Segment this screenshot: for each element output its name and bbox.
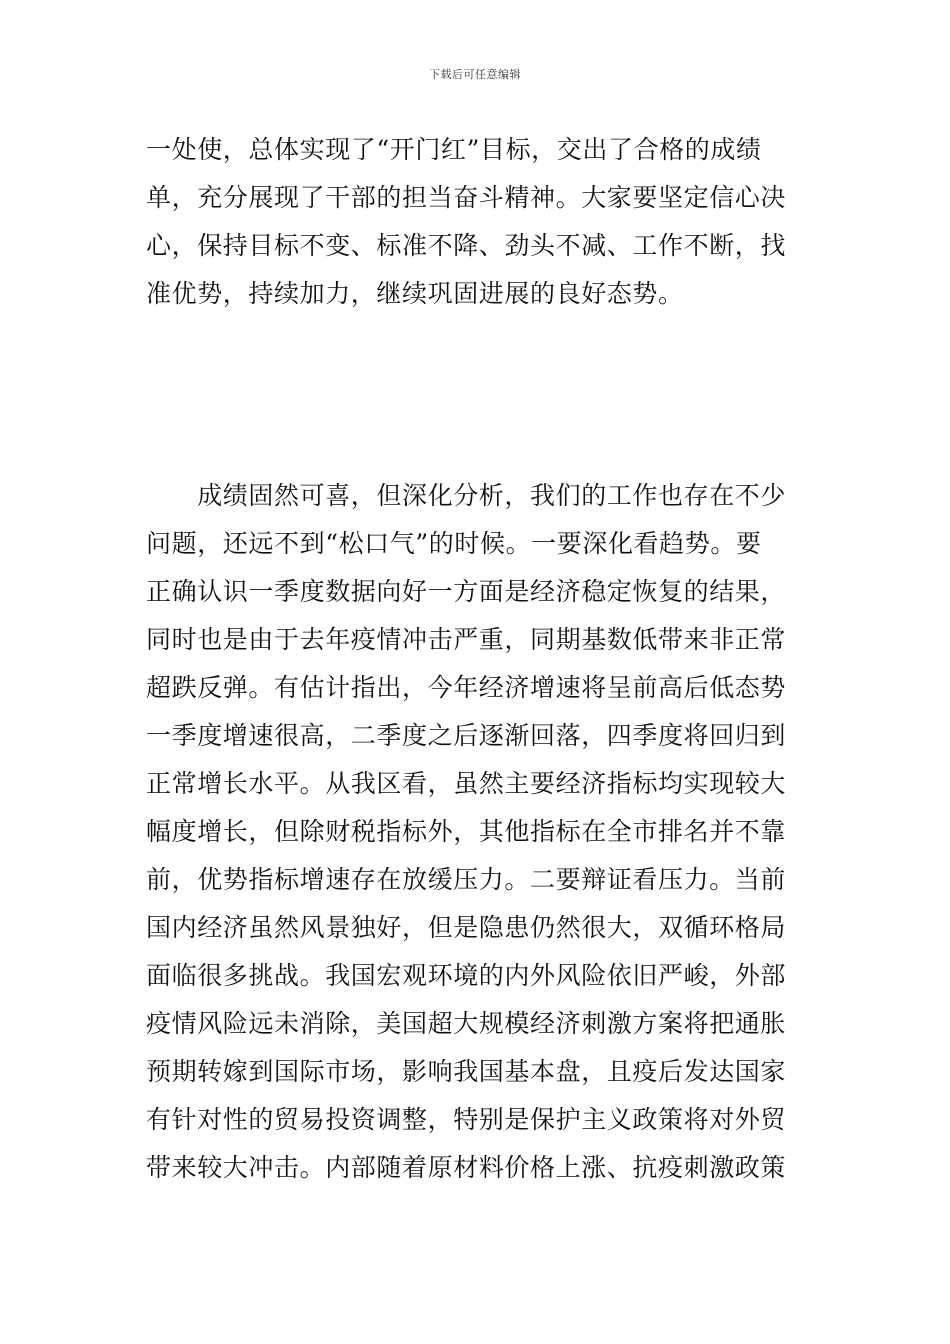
text-line: 国内经济虽然风景独好，但是隐患仍然很大，双循环格局 bbox=[146, 913, 787, 942]
text-line: 一处使，总体实现了“开门红”目标，交出了合格的成绩 bbox=[146, 135, 762, 164]
paragraph-2 bbox=[146, 472, 811, 1192]
text-line: 幅度增长，但除财税指标外，其他指标在全市排名并不靠 bbox=[146, 817, 787, 846]
text-line: 前，优势指标增速存在放缓压力。二要辩证看压力。当前 bbox=[146, 865, 787, 894]
text-line: 正常增长水平。从我区看，虽然主要经济指标均实现较大 bbox=[146, 769, 787, 798]
header-note: 下载后可任意编辑 bbox=[429, 68, 521, 81]
text-line: 问题，还远不到“松口气”的时候。一要深化看趋势。要 bbox=[146, 529, 762, 558]
text-line: 成绩固然可喜，但深化分析，我们的工作也存在不少 bbox=[146, 481, 787, 510]
text-line: 预期转嫁到国际市场，影响我国基本盘，且疫后发达国家 bbox=[146, 1057, 787, 1086]
text-line: 超跌反弹。有估计指出，今年经济增速将呈前高后低态势 bbox=[146, 673, 787, 702]
text-line: 有针对性的贸易投资调整，特别是保护主义政策将对外贸 bbox=[146, 1105, 787, 1134]
text-line: 带来较大冲击。内部随着原材料价格上涨、抗疫刺激政策 bbox=[146, 1153, 787, 1182]
text-line: 疫情风险远未消除，美国超大规模经济刺激方案将把通胀 bbox=[146, 1009, 787, 1038]
text-line: 准优势，持续加力，继续巩固进展的良好态势。 bbox=[146, 279, 684, 308]
text-line: 一季度增速很高，二季度之后逐渐回落，四季度将回归到 bbox=[146, 721, 787, 750]
text-line: 单，充分展现了干部的担当奋斗精神。大家要坚定信心决 bbox=[146, 183, 787, 212]
text-line: 心，保持目标不变、标准不降、劲头不减、工作不断，找 bbox=[146, 231, 787, 260]
text-line: 同时也是由于去年疫情冲击严重，同期基数低带来非正常 bbox=[146, 625, 787, 654]
text-line: 面临很多挑战。我国宏观环境的内外风险依旧严峻，外部 bbox=[146, 961, 787, 990]
text-line: 正确认识一季度数据向好一方面是经济稳定恢复的结果， bbox=[146, 577, 787, 606]
paragraph-1 bbox=[146, 126, 811, 318]
